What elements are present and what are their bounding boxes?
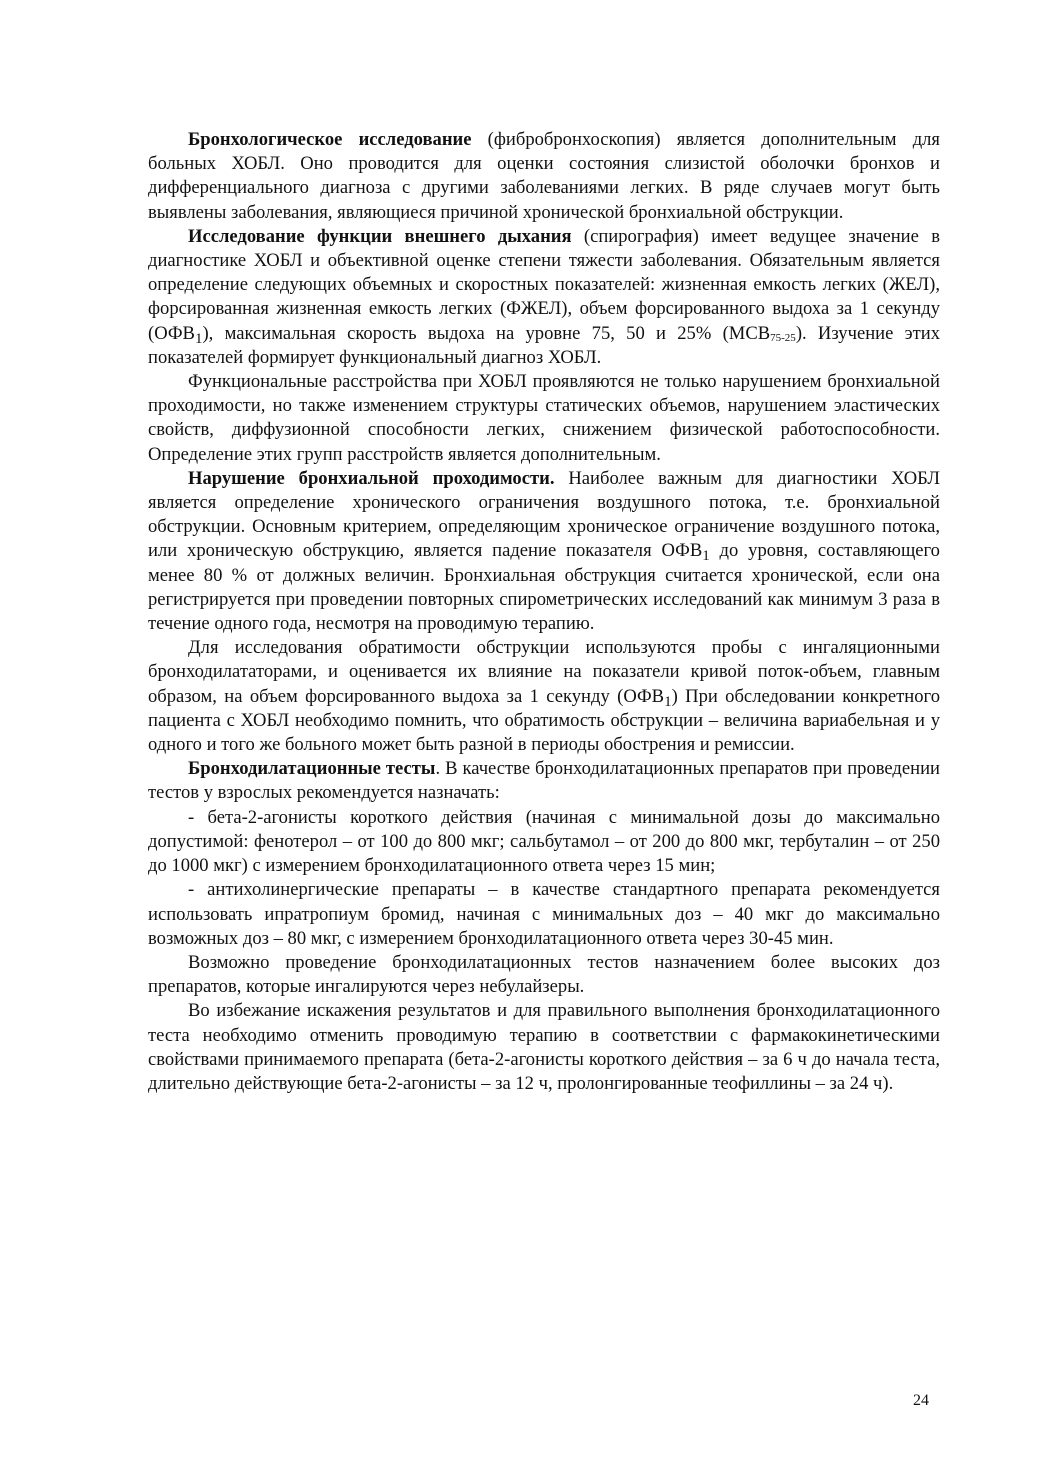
paragraph-text: Наиболее важным для диагностики ХОБЛ является определение хронического ограничения воздушного потока, т.е. бронхиальной обструкции. Основным критерием, определяющим хроническое ограничение воздушного потока, или хроническую обструкцию, является падение показателя ОФВ <box>148 467 940 562</box>
paragraph-bronchodilation-tests <box>148 757 940 805</box>
page-number: 24 <box>913 1392 929 1409</box>
subscript: 1 <box>702 548 710 565</box>
paragraph-text: (спирография) имеет ведущее значение в диагностике ХОБЛ и объективной оценке степени тяжести заболевания. Обязательным является определение следующих объемных и скоростных показателей: жизненная емкость легких (ЖЕЛ), форсированная жизненная емкость легких (ФЖЕЛ), объем форсированного выдоха за 1 секунду (ОФВ <box>148 225 940 344</box>
paragraph-lead: Бронходилатационные тесты <box>188 758 436 780</box>
paragraph-text: Для исследования обратимости обструкции используются пробы с ингаляционными бронходилататорами, и оценивается их влияние на показатели кривой поток-объем, главным образом, на объем форсированного выдоха за 1 секунду (ОФВ <box>148 637 940 707</box>
list-item-anticholinergics <box>148 878 940 951</box>
paragraph-text: - бета-2-агонисты короткого действия (начиная с минимальной дозы до максимально допустимой: фенотерол – от 100 до 800 мкг; сальбутамол – от 200 до 800 мкг, тербуталин – от 250 до 1000 мкг) с измерением бронходилатационного ответа через 15 мин; <box>148 806 940 877</box>
paragraph-text: (фибробронхоскопия) является дополнительным для больных ХОБЛ. Оно проводится для оценки состояния слизистой оболочки бронхов и дифференциального диагноза с другими заболеваниями легких. В ряде случаев могут быть выявлены заболевания, являющиеся причиной хронической бронхиальной обструкции. <box>148 129 940 223</box>
paragraph-text: ) При обследовании конкретного пациента с ХОБЛ необходимо помнить, что обратимость обструкции – величина вариабельная и у одного и того же больного может быть разной в периоды обострения и ремиссии. <box>148 685 940 756</box>
paragraph-text: Возможно проведение бронходилатационных тестов назначением более высоких доз препаратов, которые ингалируются через небулайзеры. <box>148 951 940 998</box>
paragraph-text: ). Изучение этих показателей формирует функциональный диагноз ХОБЛ. <box>148 322 940 368</box>
paragraph-text: - антихолинергические препараты – в качестве стандартного препарата рекомендуется использовать ипратропиум бромид, начиная с минимальных доз – 40 мкг до максимально возможных доз – 80 мкг, с измерением бронходилатационного ответа через 30-45 мин. <box>148 879 940 949</box>
paragraph-lead: Бронхологическое исследование <box>188 129 472 150</box>
paragraph-nebulizers <box>148 951 940 999</box>
subscript: 1 <box>194 330 203 347</box>
paragraph-text: Функциональные расстройства при ХОБЛ проявляются не только нарушением бронхиальной проходимости, но также изменением структуры статических объемов, нарушением эластических свойств, диффузионной способности легких, снижением физической работоспособности. Определение этих групп расстройств является дополнительным. <box>148 371 940 465</box>
document-body <box>148 128 940 1096</box>
paragraph-functional-disorders <box>148 370 940 467</box>
paragraph-reversibility <box>148 636 940 757</box>
paragraph-bronchial-obstruction <box>148 467 940 636</box>
paragraph-bronchological-exam <box>148 128 940 225</box>
paragraph-text: Во избежание искажения результатов и для правильного выполнения бронходилатационного теста необходимо отменить проводимую терапию в соответствии с фармакокинетическими свойствами принимаемого препарата (бета-2-агонисты короткого действия – за 6 ч до начала теста, длительно действующие бета-2-агонисты – за 12 ч, пролонгированные теофиллины – за 24 ч). <box>148 1000 940 1094</box>
paragraph-text: . В качестве бронходилатационных препаратов при проведении тестов у взрослых рекомендуется назначать: <box>148 758 940 804</box>
paragraph-respiratory-function <box>148 225 940 370</box>
subscript: 75-25 <box>770 331 796 344</box>
paragraph-text: до уровня, составляющего менее 80 % от должных величин. Бронхиальная обструкция считается хронической, если она регистрируется при проведении повторных спирометрических исследований как минимум 3 раза в течение одного года, несмотря на проводимую терапию. <box>148 540 940 635</box>
paragraph-lead: Нарушение бронхиальной проходимости. <box>188 467 555 489</box>
subscript: 1 <box>664 693 672 710</box>
list-item-beta2-agonists <box>148 806 940 879</box>
paragraph-text: ), максимальная скорость выдоха на уровне 75, 50 и 25% (МСВ <box>202 322 771 344</box>
paragraph-lead: Исследование функции внешнего дыхания <box>188 225 572 247</box>
paragraph-therapy-withdrawal <box>148 999 940 1096</box>
